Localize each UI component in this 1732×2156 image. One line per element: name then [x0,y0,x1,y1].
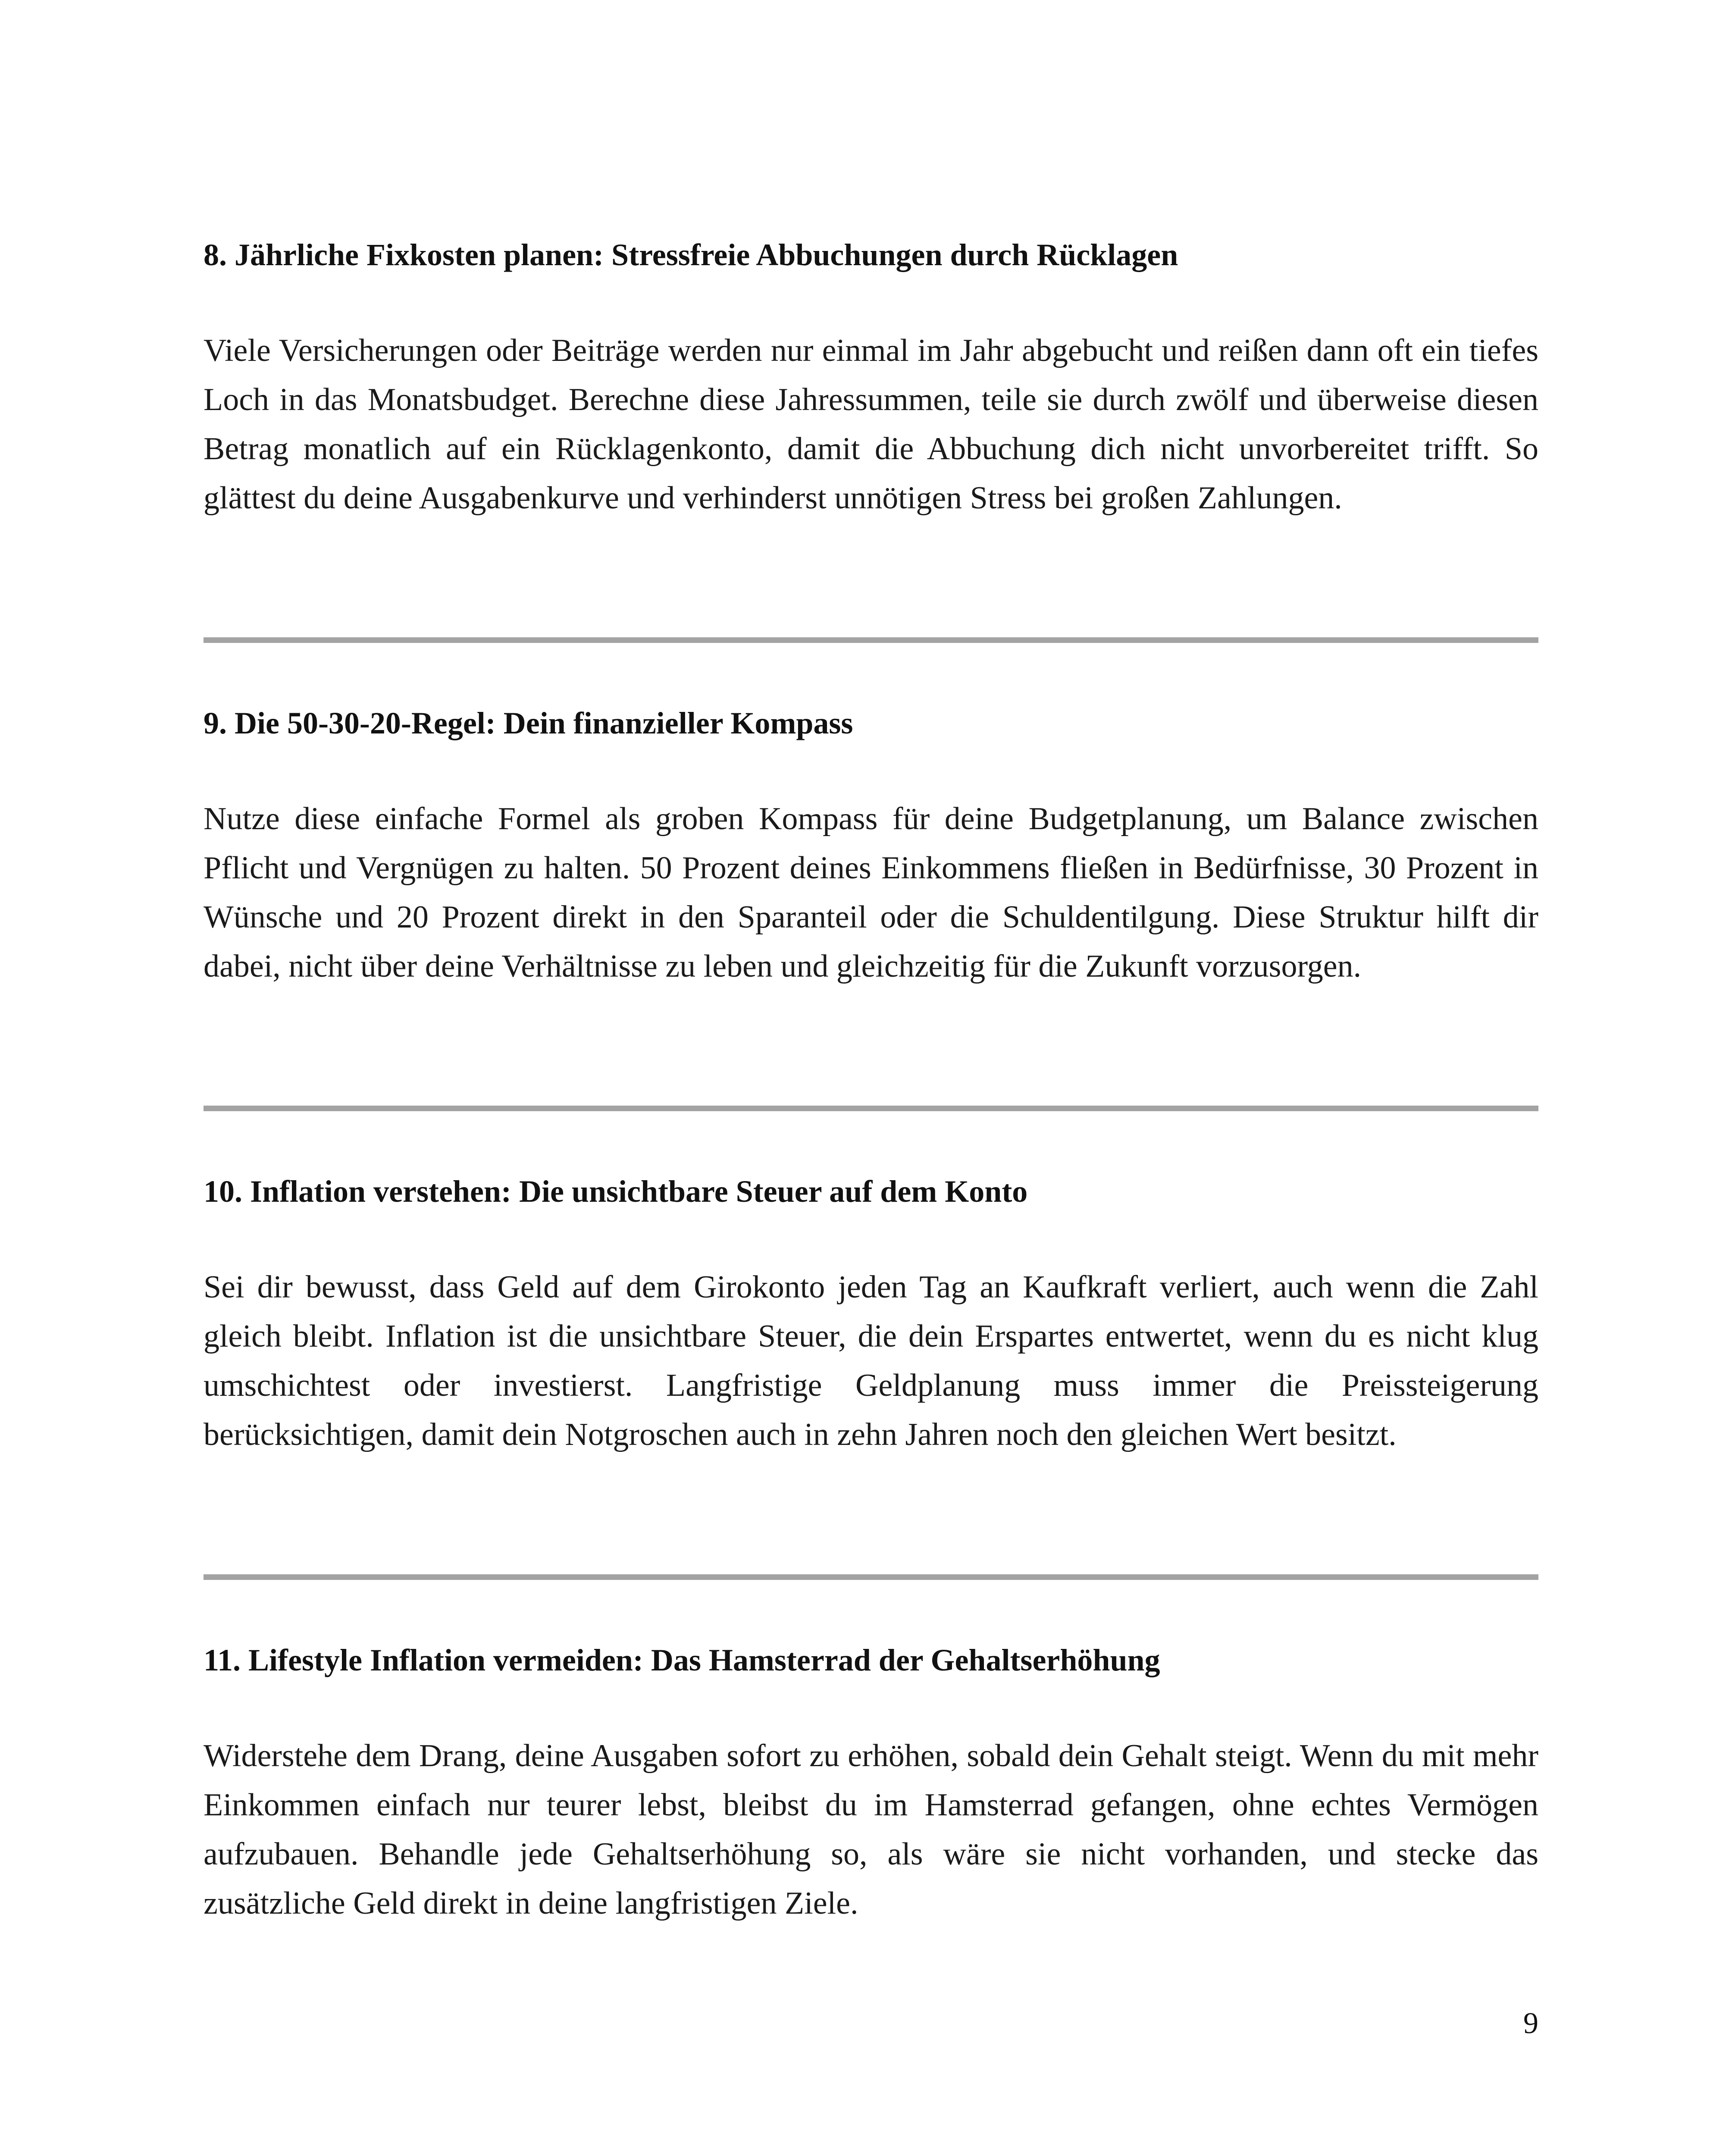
section-paragraph: Viele Versicherungen oder Beiträge werden nur einmal im Jahr abgebucht und reißen dann oft ein tiefes Loch in das Monatsbudget. Berechne diese Jahressummen, teile sie durch zwölf und überweise diesen Betrag monatlich auf ein Rücklagenkonto, damit die Abbuchung dich nicht unvorbereitet trifft. So glättest du deine Ausgabenkurve und verhinderst unnötigen Stress bei großen Zahlungen. [204,333,1538,516]
section-heading: 8. Jährliche Fixkosten planen: Stressfreie Abbuchungen durch Rücklagen [204,238,1178,272]
section-11 [204,1642,1538,1928]
section-heading: 11. Lifestyle Inflation vermeiden: Das Hamsterrad der Gehaltserhöhung [204,1643,1160,1677]
section-paragraph: Sei dir bewusst, dass Geld auf dem Girokonto jeden Tag an Kaufkraft verliert, auch wenn die Zahl gleich bleibt. Inflation ist die unsichtbare Steuer, die dein Erspartes entwertet, wenn du es nicht klug umschichtest oder investierst. Langfristige Geldplanung muss immer die Preissteigerung berücksichtigen, damit dein Notgroschen auch in zehn Jahren noch den gleichen Wert besitzt. [204,1269,1538,1452]
section-8 [204,236,1538,523]
divider [204,1106,1538,1111]
section-9 [204,705,1538,991]
section-paragraph: Nutze diese einfache Formel als groben Kompass für deine Budgetplanung, um Balance zwischen Pflicht und Vergnügen zu halten. 50 Prozent deines Einkommens fließen in Bedürfnisse, 30 Prozent in Wünsche und 20 Prozent direkt in den Sparanteil oder die Schuldentilgung. Diese Struktur hilft dir dabei, nicht über deine Verhältnisse zu leben und gleichzeitig für die Zukunft vorzusorgen. [204,801,1538,984]
section-10 [204,1173,1538,1459]
page-number: 9 [1523,2007,1538,2040]
section-heading: 9. Die 50-30-20-Regel: Dein finanzieller Kompass [204,706,853,740]
section-paragraph: Widerstehe dem Drang, deine Ausgaben sofort zu erhöhen, sobald dein Gehalt steigt. Wenn du mit mehr Einkommen einfach nur teurer lebst, bleibst du im Hamsterrad gefangen, ohne echtes Vermögen aufzubauen. Behandle jede Gehaltserhöhung so, als wäre sie nicht vorhanden, und stecke das zusätzliche Geld direkt in deine langfristigen Ziele. [204,1738,1538,1921]
divider [204,637,1538,643]
section-heading: 10. Inflation verstehen: Die unsichtbare Steuer auf dem Konto [204,1174,1028,1209]
divider [204,1574,1538,1580]
